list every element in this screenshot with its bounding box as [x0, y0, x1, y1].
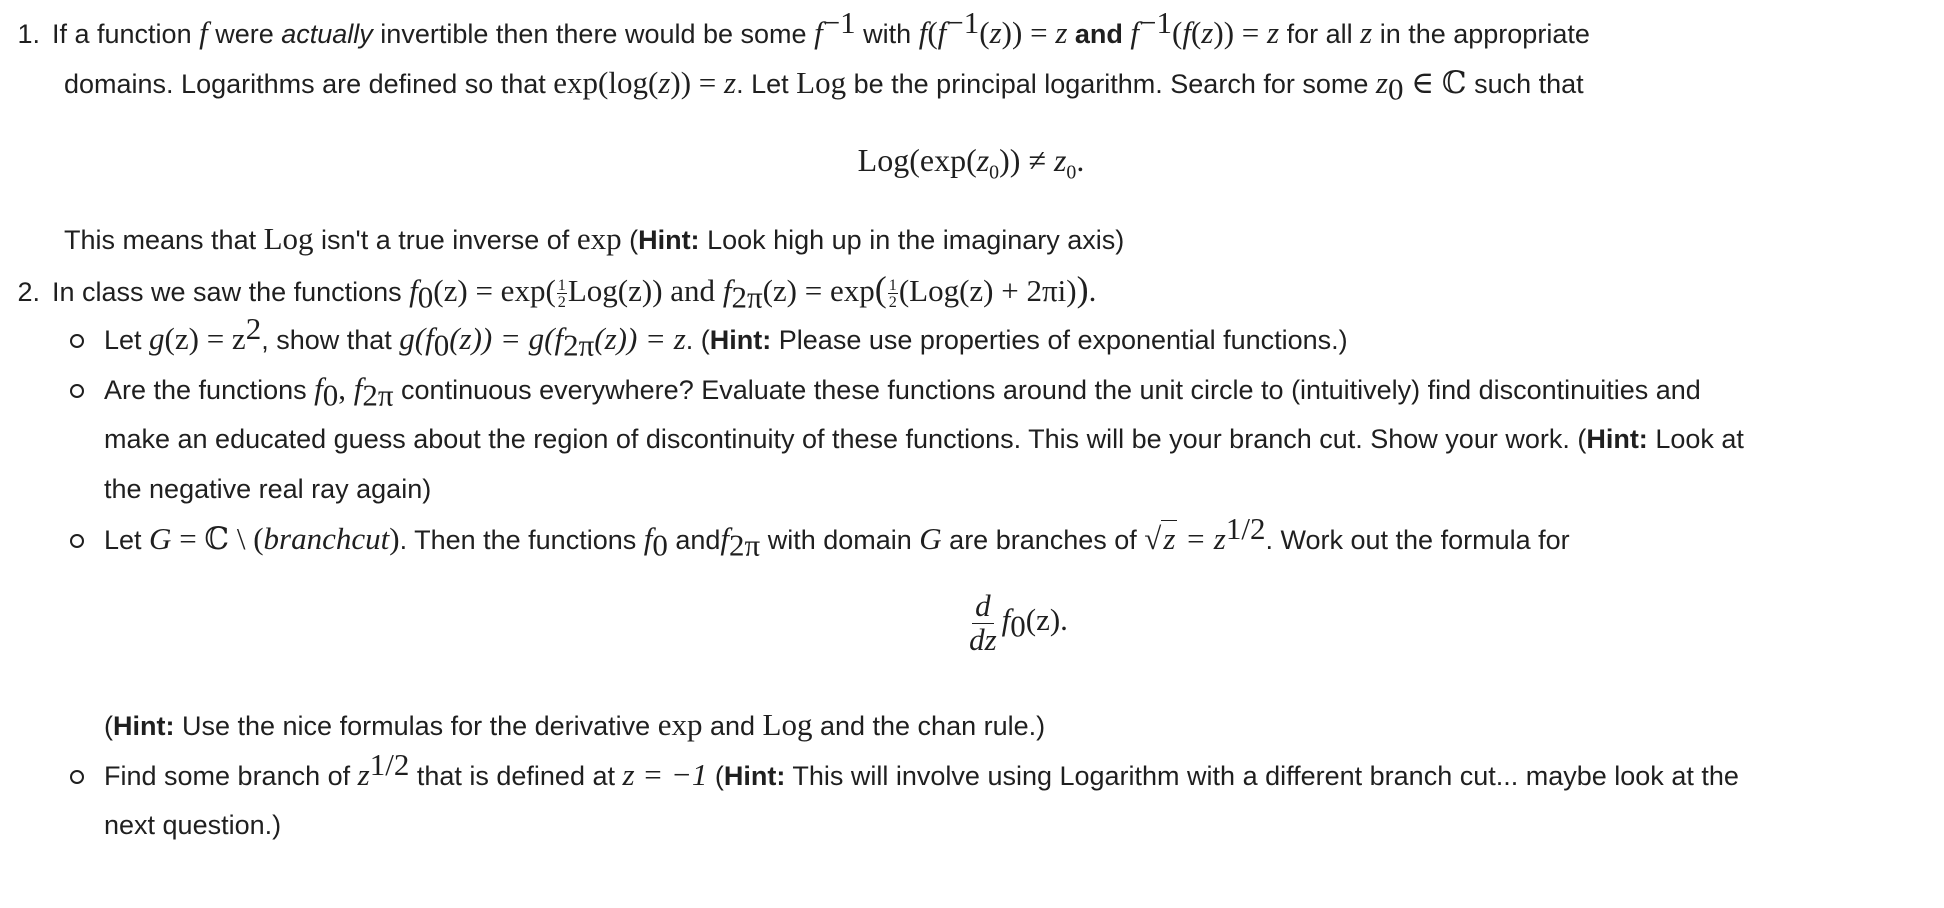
- text: . (: [685, 325, 710, 355]
- item1-line3: [64, 222, 1124, 257]
- math: (z)) = g(f: [449, 321, 564, 356]
- sqrt-symbol: √: [1144, 521, 1162, 556]
- text: Look at: [1647, 424, 1744, 454]
- math-sub: 0: [1387, 71, 1404, 107]
- math: (z)) = z: [594, 321, 686, 356]
- text: are branches of: [941, 525, 1145, 555]
- math: ,: [338, 371, 354, 406]
- bullet-marker: [70, 770, 84, 784]
- math-Log: Log: [263, 221, 314, 256]
- hint-label: Hint:: [638, 225, 700, 255]
- text: in the appropriate: [1372, 19, 1590, 49]
- math: f: [643, 521, 653, 556]
- text: isn't a true inverse of: [313, 225, 577, 255]
- math: G: [149, 521, 172, 556]
- math: g(f: [399, 321, 434, 356]
- math-paren: ): [1076, 269, 1089, 309]
- item2-bullet3: [104, 511, 1570, 563]
- item2-bullet1: [104, 311, 1348, 363]
- text: Find some branch of: [104, 761, 358, 791]
- math-sub: 0: [1066, 161, 1077, 184]
- text: Are the functions: [104, 375, 315, 405]
- math: (z) = exp: [762, 273, 875, 308]
- math: Log(z)) and: [567, 273, 723, 308]
- math: exp(log(: [553, 65, 659, 100]
- math-sup: 1/2: [1225, 511, 1266, 546]
- text: that is defined at: [409, 761, 623, 791]
- derivative-fraction: [966, 590, 1000, 656]
- math: z: [1201, 15, 1214, 50]
- math: g: [149, 321, 165, 356]
- math: f: [353, 371, 363, 406]
- math: z: [1053, 142, 1067, 178]
- text: invertible then there would be some: [372, 19, 815, 49]
- math: )) =: [1213, 15, 1268, 50]
- text: (: [621, 225, 639, 255]
- text: and: [667, 525, 721, 555]
- math-f: f: [199, 15, 208, 50]
- math-sub: 0: [1010, 608, 1026, 644]
- text: . Let: [736, 69, 797, 99]
- text: make an educated guess about the region of discontinuity of these functions. This will be your branch cut. Show your work. (: [104, 424, 1587, 454]
- math-sub: 2π: [729, 527, 761, 563]
- math-sub: 2π: [731, 279, 763, 315]
- math: z: [989, 15, 1002, 50]
- math: z: [1055, 15, 1068, 50]
- item1-display-equation: [0, 142, 1943, 184]
- math-sup: −1: [822, 5, 856, 40]
- denominator: 2: [888, 293, 897, 312]
- item1-line2: [64, 65, 1584, 107]
- item2-bullet2-line2: [104, 422, 1744, 456]
- math-sub: 0: [433, 327, 450, 363]
- text: next question.): [104, 810, 282, 840]
- text: If a function: [52, 19, 200, 49]
- math: z: [976, 142, 990, 178]
- math-sub: 0: [417, 279, 434, 315]
- text: for all: [1279, 19, 1361, 49]
- math: = z: [1177, 521, 1226, 556]
- fraction-half: [888, 277, 898, 310]
- math: f: [722, 273, 732, 308]
- math: z: [658, 65, 671, 100]
- item2-bullet4-line1: [104, 747, 1739, 793]
- math-exp: exp: [657, 707, 703, 742]
- text: be the principal logarithm. Search for some: [846, 69, 1376, 99]
- text: the negative real ray again): [104, 474, 432, 504]
- numerator: 1: [557, 276, 566, 295]
- text: such that: [1466, 69, 1584, 99]
- math: )) ≠: [999, 142, 1054, 178]
- math: ∈ ℂ: [1403, 65, 1467, 100]
- math-Log: Log: [762, 707, 813, 742]
- text: , show that: [261, 325, 400, 355]
- math-sup: −1: [1139, 5, 1173, 40]
- text: Please use properties of exponential functions.): [771, 325, 1348, 355]
- math: (: [1190, 15, 1202, 50]
- text: . Work out the formula for: [1265, 525, 1570, 555]
- text: (: [104, 711, 113, 741]
- text: In class we saw the functions: [52, 277, 410, 307]
- math: (z).: [1025, 602, 1068, 638]
- text: and the chan rule.): [812, 711, 1046, 741]
- math: )) =: [670, 65, 725, 100]
- text: Let: [104, 325, 150, 355]
- text: Let: [104, 525, 150, 555]
- math: f: [1130, 15, 1140, 50]
- math: f: [720, 521, 730, 556]
- text: This means that: [64, 225, 264, 255]
- math: (z) = exp(: [433, 273, 556, 308]
- math-sub: 0: [652, 527, 668, 563]
- item2-bullet3-hint: [104, 708, 1045, 743]
- math-exp: exp: [576, 221, 622, 256]
- math: z: [1375, 65, 1388, 100]
- item2-number: 2.: [17, 277, 40, 307]
- math: (: [979, 15, 990, 50]
- numerator: d: [972, 590, 994, 624]
- math: z: [724, 65, 737, 100]
- math: .: [1088, 273, 1097, 308]
- math: z = −1: [622, 757, 708, 792]
- text: and: [702, 711, 763, 741]
- hint-label: Hint:: [709, 325, 772, 355]
- math-sqrt-arg: z: [1163, 521, 1176, 556]
- bold-and: and: [1067, 19, 1131, 49]
- bullet-marker: [70, 334, 84, 348]
- text: This will involve using Logarithm with a different branch cut... maybe look at the: [785, 761, 1739, 791]
- denominator: dz: [969, 621, 997, 657]
- text: Look high up in the imaginary axis): [699, 225, 1125, 255]
- numerator: 1: [888, 276, 897, 295]
- text: with domain: [760, 525, 920, 555]
- math-sup: 2: [245, 311, 262, 346]
- hint-label: Hint:: [1586, 424, 1648, 454]
- item1-line1: [0, 5, 1590, 51]
- math: f: [937, 15, 947, 50]
- math: f: [1182, 15, 1191, 50]
- bullet-marker: [70, 534, 84, 548]
- math-sup: 1/2: [369, 747, 410, 782]
- text: Use the nice formulas for the derivative: [174, 711, 658, 741]
- math: f: [409, 273, 418, 308]
- math-sup: −1: [946, 5, 980, 40]
- math: )) =: [1001, 15, 1056, 50]
- math-f-inverse: f: [814, 15, 823, 50]
- math: z: [357, 757, 370, 792]
- math-branchcut: branchcut: [263, 521, 390, 556]
- math: .: [1076, 142, 1085, 178]
- math: (: [1172, 15, 1183, 50]
- math: (: [927, 15, 938, 50]
- text: . Then the functions: [399, 525, 644, 555]
- text: were: [207, 19, 282, 49]
- math: G: [919, 521, 942, 556]
- math: = ℂ \ (: [171, 521, 264, 556]
- math-sub: 0: [322, 377, 339, 413]
- text: domains. Logarithms are defined so that: [64, 69, 554, 99]
- bullet-marker: [70, 384, 84, 398]
- text: (: [707, 761, 724, 791]
- math: (z) = z: [164, 321, 246, 356]
- math-paren: (: [874, 269, 887, 309]
- fraction-half: [557, 277, 567, 310]
- denominator: 2: [557, 293, 566, 312]
- math: ): [389, 521, 400, 556]
- math: Log(exp(: [857, 142, 977, 178]
- math-sub: 2π: [563, 327, 595, 363]
- math: (Log(z) + 2πi): [898, 273, 1077, 308]
- hint-label: Hint:: [113, 711, 175, 741]
- item1-number: 1.: [17, 19, 40, 49]
- text: continuous everywhere? Evaluate these functions around the unit circle to (intuitively) find discontinuities and: [393, 375, 1701, 405]
- emphasis-actually: actually: [281, 19, 373, 49]
- math: f: [1001, 602, 1011, 638]
- item2-line1: [0, 269, 1097, 315]
- math-sub: 0: [989, 161, 1000, 184]
- math: z: [1267, 15, 1280, 50]
- math: z: [1360, 15, 1373, 50]
- hint-label: Hint:: [723, 761, 786, 791]
- math-Log: Log: [796, 65, 847, 100]
- math: f: [314, 371, 323, 406]
- text: with: [855, 19, 919, 49]
- item2-bullet2-line3: [104, 472, 431, 506]
- math-sub: 2π: [362, 377, 394, 413]
- item2-derivative-display: [44, 590, 1944, 656]
- item2-bullet2-line1: [104, 371, 1701, 413]
- math: f: [918, 15, 928, 50]
- item2-bullet4-line2: [104, 808, 281, 842]
